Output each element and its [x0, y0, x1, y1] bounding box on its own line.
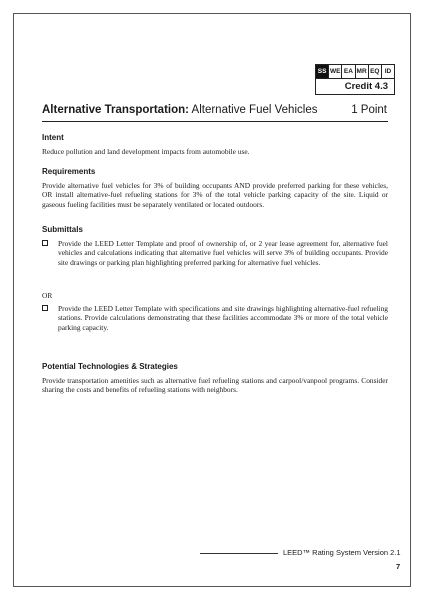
tag-eq: EQ	[369, 65, 382, 78]
tag-mr: MR	[356, 65, 369, 78]
tag-we: WE	[329, 65, 342, 78]
strategies-heading: Potential Technologies & Strategies	[42, 362, 178, 371]
title-subtitle: Alternative Fuel Vehicles	[191, 104, 318, 116]
submittal-item	[42, 304, 388, 332]
intent-text: Reduce pollution and land development impacts from automobile use.	[42, 147, 250, 156]
page-title	[42, 104, 317, 116]
credit-category-tags	[315, 64, 395, 79]
tag-id: ID	[384, 68, 392, 75]
title-row	[42, 104, 387, 120]
submittals-heading: Submittals	[42, 225, 83, 234]
submittal-item-text: Provide the LEED Letter Template with specifications and site drawings highlighting alternative-fuel refueling stations. Provide calculations demonstrating that these facilities accommodate 3% or more of the total vehicle parking capacity.	[58, 304, 388, 332]
requirements-text: Provide alternative fuel vehicles for 3% of building occupants AND provide preferred parking for these vehicles, OR install alternative-fuel refueling stations for 3% of the total vehicle parking capacity of the site. Liquid or gaseous fueling facilities must be separately ventilated or located outdoors.	[42, 181, 388, 209]
page-frame	[13, 13, 411, 587]
credit-box	[315, 64, 395, 95]
checkbox-icon	[42, 240, 48, 246]
page-number: 7	[396, 562, 401, 571]
tag-ea: EA	[342, 65, 355, 78]
title-main: Alternative Transportation:	[42, 104, 189, 116]
footer-rule	[200, 553, 278, 554]
or-separator: OR	[42, 291, 53, 300]
submittal-item-text: Provide the LEED Letter Template and proof of ownership of, or 2 year lease agreement for, alternative fuel vehicles and calculations indicating that alternative fuel vehicles will serve 3% of building occupants. Provide site drawings or parking plan highlighting preferred parking for alternative fuel vehicles.	[58, 239, 388, 267]
checkbox-icon	[42, 305, 48, 311]
credit-label: Credit 4.3	[315, 79, 395, 95]
footer-text: LEED™ Rating System Version 2.1	[283, 548, 401, 557]
strategies-text: Provide transportation amenities such as alternative fuel refueling stations and carpool/vanpool programs. Consider sharing the costs and benefits of refueling stations with neighbors.	[42, 376, 388, 395]
title-divider	[42, 121, 388, 122]
tag-ss: SS	[316, 65, 329, 78]
points-label: 1 Point	[351, 104, 387, 116]
submittal-item	[42, 239, 388, 267]
intent-heading: Intent	[42, 133, 64, 142]
requirements-heading: Requirements	[42, 167, 96, 176]
